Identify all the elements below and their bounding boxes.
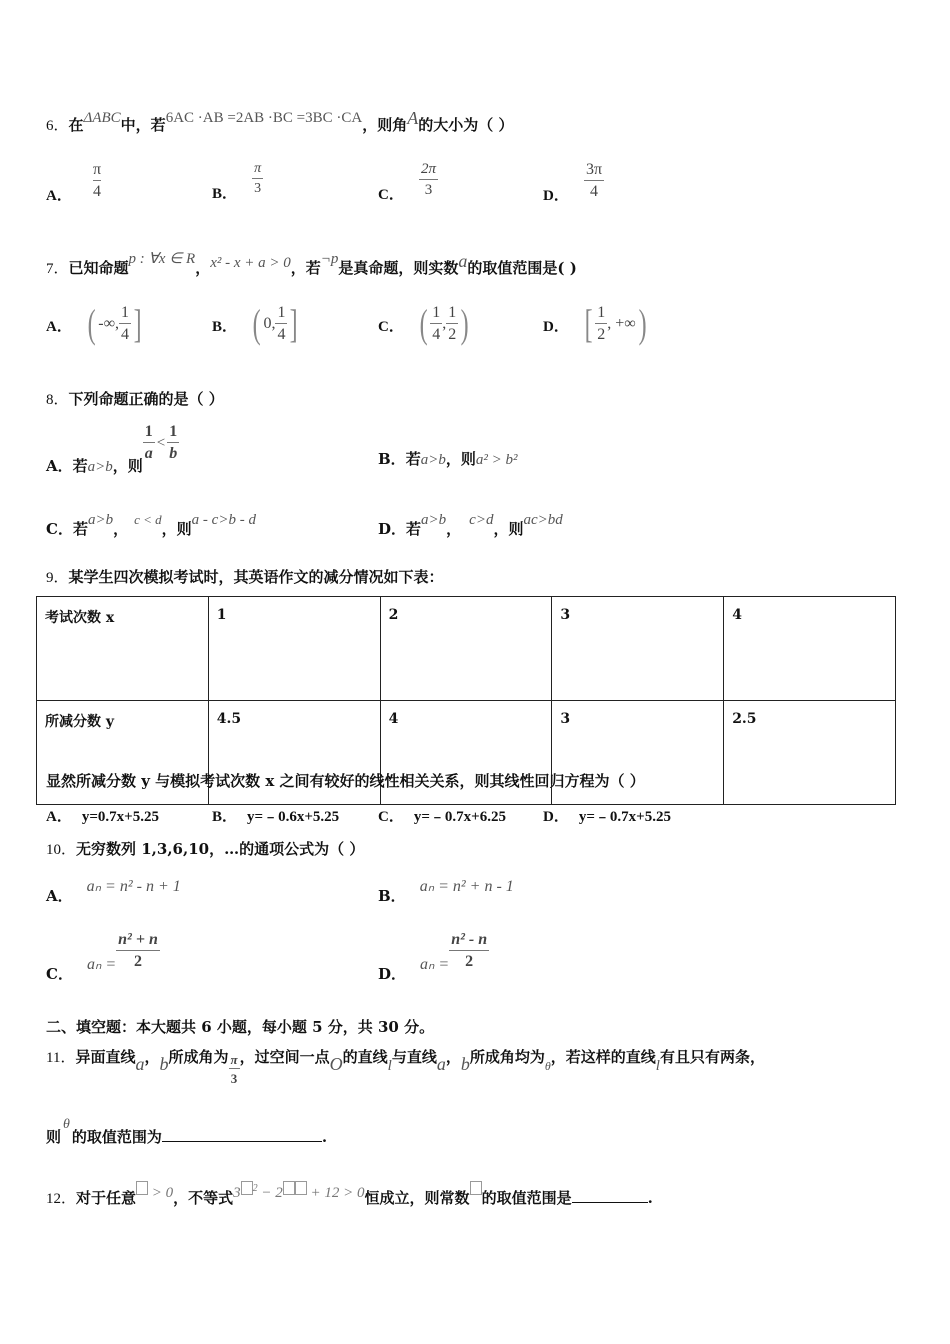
option-label: A．: [46, 457, 73, 475]
q10-option-d[interactable]: D．aₙ = $\frac{\text{n² - n}}{2}$: [378, 931, 488, 983]
q10-option-a[interactable]: A．aₙ = n² - n + 1: [46, 878, 181, 905]
q7-text: 已知命题: [68, 259, 129, 277]
table-cell: 4: [724, 597, 896, 701]
q8-number: 8．: [46, 392, 69, 408]
q12-stem: 12．对于任意 > 0，不等式3 $^2$ − 2 + 12 > 0恒成立，则常数 的取值范围是 .: [46, 1183, 653, 1207]
q10-number: 10．: [46, 842, 77, 858]
q9-option-d[interactable]: D． y=﹣0.7x+5.25: [543, 809, 671, 825]
q6-text: 在: [68, 116, 84, 134]
table-cell: 所减分数 y: [37, 701, 209, 805]
option-label: C．: [378, 318, 404, 335]
option-label: B．: [212, 318, 238, 335]
option-label: C．: [378, 186, 404, 203]
option-label: D．: [378, 520, 407, 538]
q10-option-b[interactable]: B．aₙ = n² + n - 1: [378, 878, 514, 905]
q7-stem: [46, 251, 577, 278]
q9-text: 某学生四次模拟考试时，其英语作文的减分情况如下表：: [68, 568, 444, 586]
interval: ( 0, $\frac{1}{4}$ ]: [252, 301, 299, 346]
q7-option-c[interactable]: [378, 301, 472, 346]
option-label: A．: [46, 887, 73, 905]
q8-text: 下列命题正确的是（ ）: [68, 390, 224, 408]
option-label: B．: [378, 887, 406, 905]
fraction: $\frac{3\pi}{4}$: [585, 161, 603, 200]
option-label: D．: [378, 965, 407, 983]
q9-option-b[interactable]: B． y=﹣0.6x+5.25: [212, 809, 340, 825]
placeholder-glyph-icon: [283, 1181, 295, 1195]
answer-blank[interactable]: [162, 1127, 322, 1142]
q6-option-b[interactable]: [212, 161, 263, 202]
q7-number: 7．: [46, 261, 69, 277]
q9-option-c[interactable]: C． y=﹣0.7x+6.25: [378, 809, 506, 825]
q8-option-c[interactable]: C．若a>b，c < d，则a - c>b - d: [46, 512, 256, 538]
option-label: B．: [212, 185, 238, 202]
option-label: C．: [46, 520, 73, 538]
table-cell: 2: [380, 597, 552, 701]
q9-option-a[interactable]: A． y=0.7x+5.25: [46, 809, 159, 825]
table-cell: 考试次数 x: [37, 597, 209, 701]
q6-stem: [46, 108, 514, 135]
placeholder-glyph-icon: [136, 1181, 148, 1195]
fraction: $\frac{\pi}{4}$: [92, 161, 102, 200]
q7-text: ，: [195, 259, 211, 277]
q7-var-a: a: [458, 251, 468, 271]
table-cell: 3: [552, 597, 724, 701]
q7-negation: ¬p: [320, 251, 339, 267]
fraction: $\frac{2\pi}{3}$: [420, 161, 436, 198]
option-label: D．: [543, 318, 569, 335]
q7-text: ，若: [290, 259, 321, 277]
q6-equation: 6AC ·AB =2AB ·BC =3BC ·CA: [165, 110, 363, 126]
q7-option-b[interactable]: [212, 301, 301, 346]
placeholder-glyph-icon: [241, 1181, 253, 1195]
q6-option-a[interactable]: [46, 161, 103, 204]
option-label: A．: [46, 187, 72, 204]
option-label: B．: [378, 450, 406, 468]
q10-option-c[interactable]: C．aₙ = $\frac{\text{n² + n}}{2}$: [46, 931, 158, 983]
table-row: [37, 597, 896, 701]
table-cell: 4: [380, 701, 552, 805]
interval: [ $\frac{1}{2}$ , +∞ ): [584, 301, 647, 346]
table-cell: 1: [208, 597, 380, 701]
q11-number: 11．: [46, 1050, 76, 1066]
answer-blank[interactable]: [572, 1188, 648, 1203]
q7-text: 是真命题，则实数: [338, 259, 459, 277]
interval: ( -∞, $\frac{1}{4}$ ]: [87, 301, 142, 346]
q12-inequality: 3 $^2$ − 2 + 12 > 0: [233, 1183, 365, 1201]
q8-option-b[interactable]: B．若a>b，则a² > b²: [378, 450, 518, 468]
option-label: C．: [46, 965, 73, 983]
option-label: D．: [543, 187, 569, 204]
q6-angle: A: [407, 108, 419, 128]
table-cell: 4.5: [208, 701, 380, 805]
q6-option-d[interactable]: [543, 161, 604, 204]
interval: ( $\frac{1}{4}$ , $\frac{1}{2}$ ): [419, 301, 469, 346]
q6-option-c[interactable]: [378, 161, 438, 203]
q9-question: 显然所减分数 y 与模拟考试次数 x 之间有较好的线性相关关系，则其线性回归方程为（ ）: [46, 772, 645, 790]
fraction: $\frac{\pi}{3}$: [230, 1052, 238, 1086]
q6-triangle: ΔABC: [83, 110, 121, 126]
q7-inequality: x² - x + a > 0: [210, 255, 291, 271]
q8-option-d[interactable]: D．若a>b， c>d，则ac>bd: [378, 512, 563, 538]
table-cell: 2.5: [724, 701, 896, 805]
q12-condition: > 0: [136, 1185, 173, 1201]
q10-stem: [46, 838, 364, 859]
q12-number: 12．: [46, 1191, 77, 1207]
placeholder-glyph-icon: [470, 1181, 482, 1195]
q7-option-d[interactable]: [543, 301, 649, 346]
q8-stem: [46, 388, 224, 409]
section-heading: 二、填空题：本大题共 6 小题，每小题 5 分，共 30 分。: [46, 1018, 435, 1036]
q6-text: 的大小为（ ）: [418, 116, 514, 134]
q10-text: 无穷数列 1,3,6,10，…的通项公式为（ ）: [76, 840, 365, 858]
q9-stem: [46, 566, 444, 587]
q7-option-a[interactable]: [46, 301, 144, 346]
option-label: A．: [46, 318, 72, 335]
fraction: $\frac{\pi}{3}$: [254, 161, 262, 196]
q11-blank-line: 则θ的取值范围为 .: [46, 1117, 328, 1146]
table-cell: 3: [552, 701, 724, 805]
q6-text: ，则角: [362, 116, 408, 134]
q7-proposition: p : ∀x ∈ R: [128, 251, 196, 267]
q9-number: 9．: [46, 570, 69, 586]
placeholder-glyph-icon: [295, 1181, 307, 1195]
q11-stem: 11．异面直线a，b所成角为 $\frac{\pi}{3}$ ，过空间一点O的直线l与直线a，b所成角均为$_\theta$，若这样的直线l有且只有两条，: [46, 1048, 765, 1086]
q7-text: 的取值范围是( ): [467, 259, 577, 277]
q6-number: 6．: [46, 118, 69, 134]
q6-text: 中，若: [120, 116, 166, 134]
q8-option-a[interactable]: A．若a>b，则 $\frac{1}{a}$ < $\frac{1}{b}$: [46, 423, 178, 475]
